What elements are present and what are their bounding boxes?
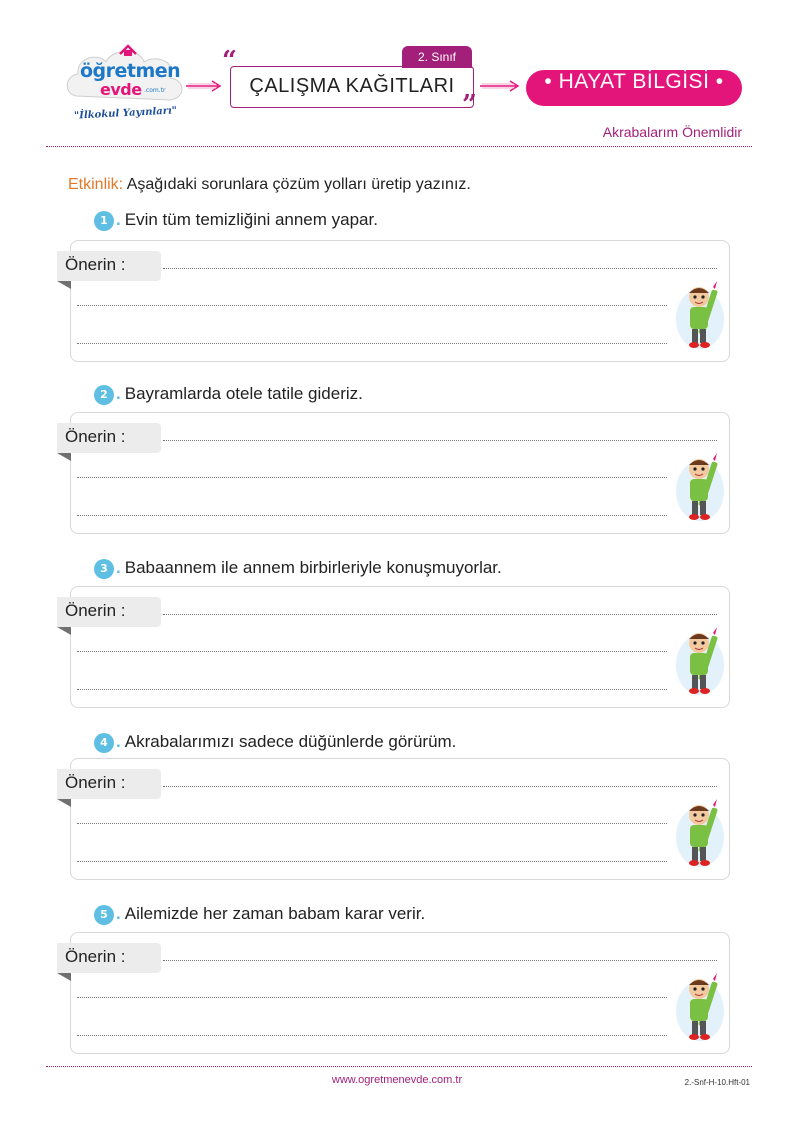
question-1: 1 . Evin tüm temizliğini annem yapar. [94,210,378,231]
answer-tab [57,943,161,973]
activity-text: Aşağıdaki sorunlara çözüm yolları üretip yazınız. [123,176,471,193]
arrow-right-icon [186,80,226,90]
writing-line[interactable] [77,689,667,690]
footer-divider [46,1066,752,1067]
kid-with-pencil-icon [675,797,725,871]
open-quote: “ [222,46,237,76]
answer-label: Önerin : [65,773,126,792]
grade-tag: 2. Sınıf [402,46,472,68]
answer-tab [57,769,161,799]
question-number: 2 [94,385,114,405]
question-5: 5 . Ailemizde her zaman babam karar verir. [94,904,425,925]
answer-label: Önerin : [65,255,126,274]
title-box [230,66,474,108]
question-number: 5 [94,905,114,925]
answer-tab [57,423,161,453]
publisher-logo [62,40,190,126]
answer-tab [57,251,161,281]
answer-label: Önerin : [65,601,126,620]
question-text: Akrabalarımızı sadece düğünlerde görürüm. [124,732,457,751]
writing-line[interactable] [77,343,667,344]
logo-tagline: "İlkokul Yayınları" [73,105,178,122]
logo-brand-bottom: evde [100,80,142,99]
question-number: 1 [94,211,114,231]
answer-box-4[interactable] [65,758,730,880]
writing-line[interactable] [163,614,717,615]
header-divider [46,146,752,147]
question-text: Bayramlarda otele tatile gideriz. [124,384,363,403]
arrow-right-icon [480,80,524,90]
writing-line[interactable] [163,268,717,269]
logo-domain: .com.tr [144,87,166,94]
question-3: 3 . Babaannem ile annem birbirleriyle konuşmuyorlar. [94,558,502,579]
topic-title: Akrabalarım Önemlidir [602,124,742,140]
answer-label: Önerin : [65,427,126,446]
logo-brand-top: öğretmen [80,60,181,82]
writing-line[interactable] [163,960,717,961]
writing-line[interactable] [77,861,667,862]
question-4: 4 . Akrabalarımızı sadece düğünlerde görürüm. [94,732,456,753]
writing-line[interactable] [163,440,717,441]
answer-box-2[interactable] [65,412,730,534]
writing-line[interactable] [77,305,667,306]
kid-with-pencil-icon [675,451,725,525]
kid-with-pencil-icon [675,625,725,699]
writing-line[interactable] [163,786,717,787]
writing-line[interactable] [77,651,667,652]
kid-with-pencil-icon [675,279,725,353]
subject-badge: • HAYAT BİLGİSİ • [526,70,742,106]
activity-instruction [68,176,471,194]
kid-with-pencil-icon [675,971,725,1045]
question-text: Ailemizde her zaman babam karar verir. [124,904,426,923]
activity-label: Etkinlik: [68,176,124,193]
writing-line[interactable] [77,515,667,516]
question-text: Babaannem ile annem birbirleriyle konuşmuyorlar. [124,558,502,577]
question-number: 3 [94,559,114,579]
writing-line[interactable] [77,997,667,998]
footer-code: 2.-Snf-H-10.Hft-01 [684,1078,750,1087]
close-quote: ” [462,90,477,120]
writing-line[interactable] [77,823,667,824]
answer-box-3[interactable] [65,586,730,708]
page-title: ÇALIŞMA KAĞITLARI [249,75,455,97]
footer-website-link[interactable]: www.ogretmenevde.com.tr [331,1074,463,1086]
answer-label: Önerin : [65,947,126,966]
question-number: 4 [94,733,114,753]
question-text: Evin tüm temizliğini annem yapar. [124,210,378,229]
writing-line[interactable] [77,1035,667,1036]
answer-tab [57,597,161,627]
answer-box-1[interactable] [65,240,730,362]
question-2: 2 . Bayramlarda otele tatile gideriz. [94,384,363,405]
writing-line[interactable] [77,477,667,478]
answer-box-5[interactable] [65,932,730,1054]
